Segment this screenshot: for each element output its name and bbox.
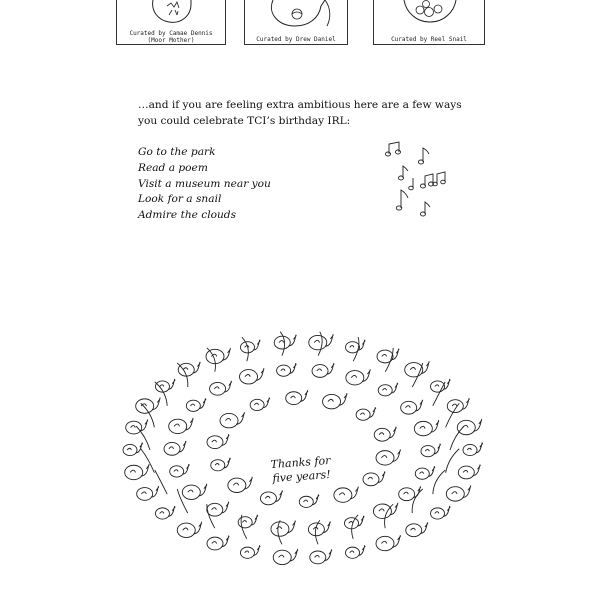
snail-drawing: [458, 464, 480, 478]
snail-drawing: [323, 393, 348, 409]
snail-drawing: [273, 549, 298, 565]
idea-item: Go to the park: [138, 146, 216, 158]
snail-drawing: [344, 516, 364, 529]
idea-item: Visit a museum near you: [138, 177, 271, 190]
snail-drawing: [457, 419, 482, 435]
snail-drawing: [308, 521, 330, 535]
snail-drawing: [421, 444, 441, 457]
snail-drawing: [240, 340, 260, 353]
curator-card-camae-dennis: [116, 0, 226, 45]
snail-drawing: [211, 458, 231, 471]
snail-drawing: [312, 363, 334, 377]
snail-drawing: [260, 490, 282, 504]
snail-drawing: [271, 521, 296, 537]
swirl-illustration-icon: [245, 0, 347, 36]
snail-drawing: [178, 362, 200, 376]
snail-drawing: [334, 487, 359, 503]
grass-blade: [278, 520, 282, 544]
snail-drawing: [374, 427, 396, 441]
snail-drawing: [399, 486, 421, 500]
snail-drawing: [170, 464, 190, 477]
grass-blade: [315, 520, 319, 544]
curator-card-reel-snail: [373, 0, 485, 45]
idea-item: Admire the clouds: [138, 209, 237, 222]
snail-drawing: [405, 361, 430, 377]
grass-blade: [280, 332, 284, 356]
intro-paragraph: …and if you are feeling extra ambitious here are a few ways you could celebrate TCI’s birthday IRL:: [138, 99, 462, 127]
snail-heap-illustration-icon: [374, 0, 484, 36]
music-notes-icon: [383, 140, 455, 222]
snail-drawing: [137, 486, 159, 500]
snail-drawing: [210, 381, 232, 395]
snail-drawing: [377, 348, 399, 362]
snail-drawing: [277, 363, 297, 376]
snail-drawing: [401, 400, 423, 414]
snail-drawing: [463, 443, 483, 456]
snail-drawing: [346, 545, 366, 558]
snail-drawing: [310, 549, 332, 563]
snail-drawing: [346, 340, 366, 353]
snail-drawing: [274, 335, 296, 349]
snail-drawing: [177, 522, 202, 538]
grass-blade: [433, 382, 445, 406]
curator-caption: Curated by Reel Snail: [391, 36, 467, 43]
grass-blade: [446, 449, 460, 473]
snail-drawing: [207, 502, 229, 516]
curator-caption: Curated by Camae Dennis (Moor Mother): [129, 30, 213, 44]
snail-drawing: [155, 506, 175, 519]
ideas-list: [138, 145, 271, 224]
snail-drawing: [446, 485, 471, 501]
snail-drawing: [220, 412, 245, 428]
snail-drawing: [125, 464, 150, 480]
curator-card-drew-daniel: [244, 0, 348, 45]
snail-drawing: [376, 535, 401, 551]
snail-drawing: [228, 477, 253, 493]
snail-drawing: [415, 466, 435, 479]
snail-drawing: [169, 418, 194, 434]
idea-item: Read a poem: [138, 161, 208, 174]
snail-drawing: [406, 522, 428, 536]
snail-drawing: [123, 443, 143, 456]
snail-drawing: [240, 368, 265, 384]
snail-drawing: [182, 484, 207, 500]
snail-drawing: [346, 369, 371, 385]
snail-drawing: [186, 398, 206, 411]
snail-drawing: [286, 390, 308, 404]
grass-blade: [353, 337, 359, 361]
thanks-message: Thanks for five years!: [270, 453, 331, 485]
grass-blade: [155, 470, 167, 494]
idea-item: Look for a snail: [138, 193, 222, 206]
grass-blade: [412, 489, 423, 513]
bird-illustration-icon: [117, 0, 225, 30]
snail-drawing: [378, 383, 398, 396]
snail-drawing: [207, 536, 229, 550]
snail-spiral-icon: [104, 318, 496, 580]
snail-drawing: [240, 545, 260, 558]
snail-drawing: [207, 434, 229, 448]
snail-drawing: [363, 471, 385, 485]
grass-blade: [433, 470, 445, 494]
snail-drawing: [299, 494, 319, 507]
grass-blade: [242, 337, 249, 361]
snail-drawing: [447, 398, 469, 412]
grass-blade: [450, 426, 464, 450]
grass-blade: [141, 403, 155, 427]
grass-blade: [241, 515, 247, 539]
snail-drawing: [414, 420, 439, 436]
grass-blade: [412, 363, 422, 387]
snail-drawing: [431, 506, 451, 519]
snail-drawing: [376, 449, 401, 465]
snail-drawing: [164, 441, 186, 455]
curator-caption: Curated by Drew Daniel: [256, 36, 336, 43]
snail-drawing: [356, 407, 376, 420]
snail-drawing: [250, 397, 270, 410]
